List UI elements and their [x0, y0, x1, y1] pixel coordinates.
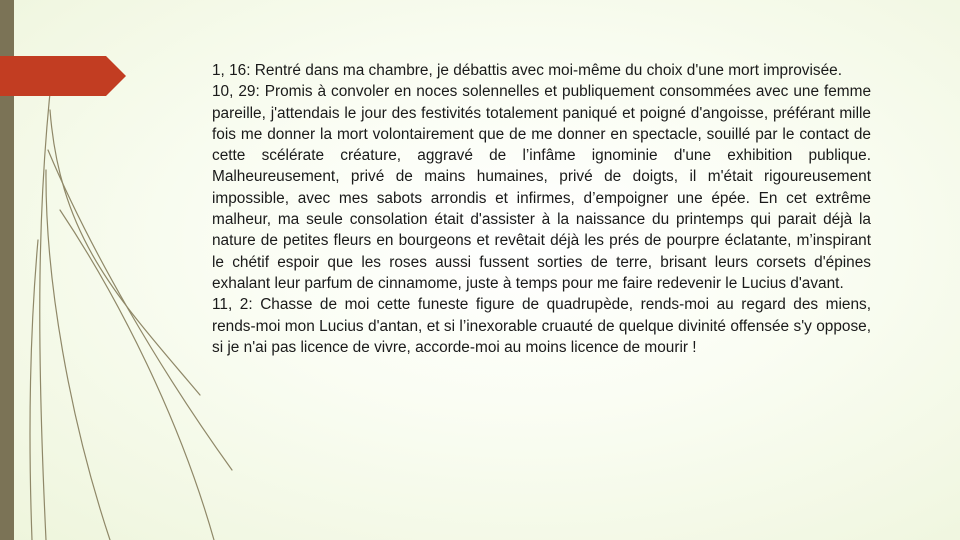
paragraph-3: 11, 2: Chasse de moi cette funeste figure de quadrupède, rends-moi au regard des miens, rends-moi mon Lucius d'antan, et si l’inexorable cruauté de quelque divinité offensée s'y oppose, si je n'ai pas licence de vivre, accorde-moi au moins licence de mourir !	[212, 296, 871, 356]
paragraph-2: 10, 29: Promis à convoler en noces solennelles et publiquement consommées avec une femme pareille, j'attendais le jour des festivités totalement paniqué et poigné d'angoisse, préférant mille fois me donner la mort volontairement que de me donner en spectacle, souillé par le contact de cette scélérate créature, aggravé de l’infâme ignominie d'une exhibition publique. Malheureusement, privé de mains humaines, privé de doigts, il m'était rigoureusement impossible, avec mes sabots arrondis et infirmes, d’empoigner une épée. En cet extrême malheur, ma seule consolation était d'assister à la naissance du printemps qui parait déjà la nature de petites fleurs en bourgeons et revêtait déjà les prés de pourpre éclatante, m’inspirant le chétif espoir que les roses aussi fussent sorties de terre, brisant leurs corsets d'épines exhalant leur parfum de cinnamome, juste à temps pour me faire redevenir le Lucius d'avant.	[212, 83, 871, 292]
slide-body-text	[212, 60, 871, 358]
accent-tab	[0, 56, 126, 96]
paragraph-1: 1, 16: Rentré dans ma chambre, je débattis avec moi-même du choix d'une mort improvisée.	[212, 62, 842, 79]
